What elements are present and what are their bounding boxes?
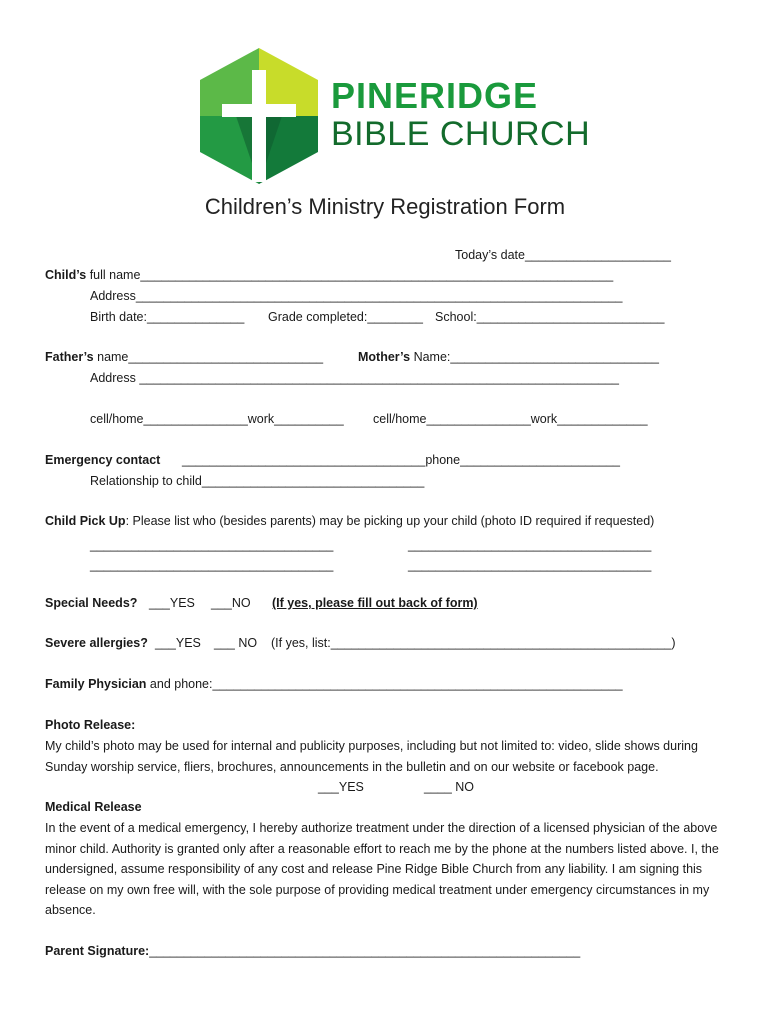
mother-phone-field[interactable]: cell/home_______________work_____________ [373, 412, 648, 426]
school-field[interactable]: School:___________________________ [435, 310, 665, 324]
logo-text-pineridge: PINERIDGE [331, 75, 539, 116]
child-label: Child’s [45, 268, 87, 282]
pickup-line-1[interactable]: ___________________________________ [90, 538, 334, 552]
allergies-list-field[interactable]: (If yes, list:_________________________________________________) [271, 636, 676, 650]
pickup-line-3[interactable]: ___________________________________ [90, 558, 334, 572]
photo-release-yes[interactable]: ___YES [318, 780, 364, 794]
special-needs-label: Special Needs? [45, 596, 138, 610]
birth-date-field[interactable]: Birth date:______________ [90, 310, 245, 324]
child-name-row [45, 267, 613, 283]
physician-row [45, 676, 623, 692]
pickup-line-4[interactable]: ___________________________________ [408, 558, 652, 572]
church-logo-icon [196, 46, 322, 186]
emergency-label: Emergency contact [45, 453, 161, 467]
child-address-field[interactable]: Address______________________________________________________________________ [90, 289, 623, 303]
physician-field[interactable]: and phone:___________________________________________________________ [146, 677, 623, 691]
special-needs-note: (If yes, please fill out back of form) [272, 596, 478, 610]
photo-release-no[interactable]: ____ NO [424, 780, 475, 794]
special-needs-no[interactable]: ___NO [211, 596, 251, 610]
father-phone-field[interactable]: cell/home_______________work__________ [90, 412, 344, 426]
form-title: Children’s Ministry Registration Form [204, 194, 566, 219]
mother-name-field[interactable]: Name:______________________________ [410, 350, 659, 364]
emergency-contact-field[interactable]: ___________________________________phone_______________________ [182, 453, 620, 467]
child-fullname-field[interactable]: full name____________________________________________________________________ [86, 268, 614, 282]
photo-release-text: My child’s photo may be used for internal and publicity purposes, including but not limited to: video, slide shows during Sunday worship service, fliers, brochures, announcements in the bulletin and on our website or facebook page. [45, 739, 698, 774]
pickup-row [45, 513, 654, 529]
todays-date-field[interactable]: Today’s date_____________________ [455, 248, 671, 262]
pickup-line-2[interactable]: ___________________________________ [408, 538, 652, 552]
logo-text-bible-church: BIBLE CHURCH [331, 115, 591, 153]
allergies-yes[interactable]: ___YES [155, 636, 201, 650]
signature-row [45, 943, 580, 959]
relationship-field[interactable]: Relationship to child________________________________ [90, 474, 425, 488]
logo-cross-horizontal [222, 104, 296, 117]
signature-field[interactable]: ______________________________________________________________ [149, 944, 581, 958]
allergies-no[interactable]: ___ NO [214, 636, 258, 650]
pickup-instructions: : Please list who (besides parents) may be picking up your child (photo ID required if requested) [125, 514, 655, 528]
father-row [45, 349, 323, 365]
mother-label: Mother’s [358, 350, 411, 364]
photo-release-title: Photo Release: [45, 718, 136, 732]
pickup-label: Child Pick Up [45, 514, 126, 528]
special-needs-yes[interactable]: ___YES [149, 596, 195, 610]
grade-field[interactable]: Grade completed:________ [268, 310, 423, 324]
father-name-field[interactable]: name____________________________ [93, 350, 324, 364]
allergies-label: Severe allergies? [45, 636, 148, 650]
physician-label: Family Physician [45, 677, 147, 691]
father-label: Father’s [45, 350, 94, 364]
logo-cross-vertical [252, 70, 266, 182]
medical-release-text: In the event of a medical emergency, I hereby authorize treatment under the direction of a licensed physician of the above minor child. Authority is granted only after a reasonable effort to reach me by the phone at the numbers listed above. I, the undersigned, assume responsibility of any cost and release Pine Ridge Bible Church from any liability. I am signing this release on my own free will, with the sole purpose of providing medical treatment under emergency circumstances in my absence. [45, 821, 719, 917]
parent-address-field[interactable]: Address _____________________________________________________________________ [90, 371, 620, 385]
mother-row [358, 349, 659, 365]
signature-label: Parent Signature: [45, 944, 150, 958]
medical-release-title: Medical Release [45, 800, 142, 814]
